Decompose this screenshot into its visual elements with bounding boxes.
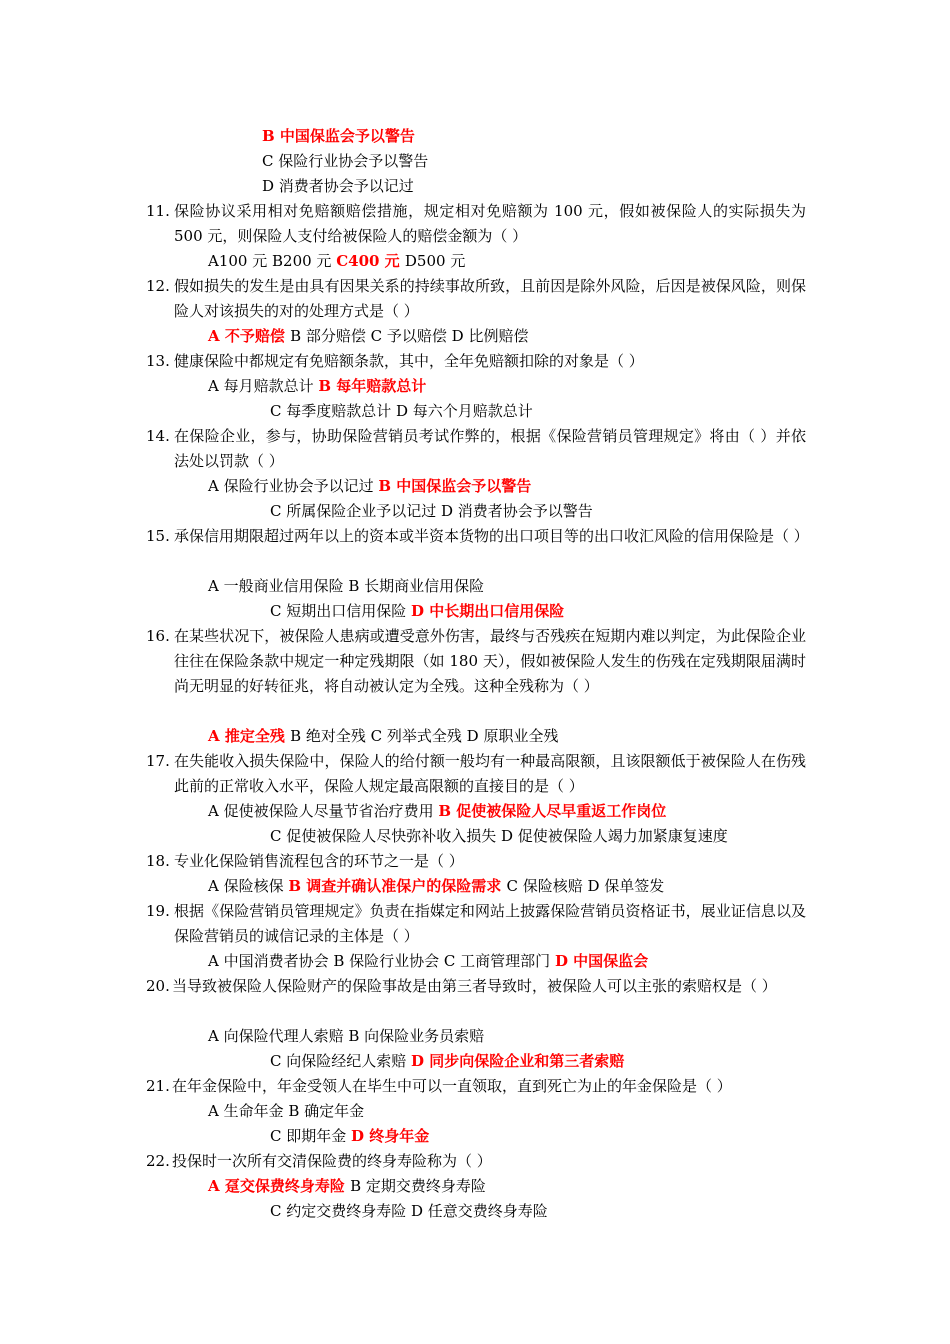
options-row xyxy=(208,376,426,396)
question-number: 12. xyxy=(146,277,170,295)
option-correct: D 同步向保险企业和第三者索赔 xyxy=(411,1052,625,1070)
option-correct: C400 元 xyxy=(336,252,405,270)
option: B 定期交费终身寿险 xyxy=(350,1177,486,1195)
option: B 绝对全残 C 列举式全残 D 原职业全残 xyxy=(290,727,559,745)
options-row xyxy=(208,476,531,496)
question-text: 根据《保险营销员管理规定》负责在指媒定和网站上披露保险营销员资格证书，展业证信息以及保险营销员的诚信记录的主体是（ ） xyxy=(174,902,806,945)
option: A 保险核保 xyxy=(208,877,289,895)
option-correct: D 中国保监会 xyxy=(554,952,649,970)
question-text: 承保信用期限超过两年以上的资本或半资本货物的出口项目等的出口收汇风险的信用保险是（ ） xyxy=(174,527,809,545)
options-row xyxy=(270,1126,429,1146)
question-22 xyxy=(146,1149,806,1174)
question-number: 18. xyxy=(146,852,170,870)
option-correct: A 推定全残 xyxy=(208,727,291,745)
question-text: 保险协议采用相对免赔额赔偿措施，规定相对免赔额为 100 元，假如被保险人的实际损失为 500 元，则保险人支付给被保险人的赔偿金额为（ ） xyxy=(174,202,806,245)
options-row xyxy=(208,876,664,896)
options-row xyxy=(270,1051,624,1071)
option: A 促使被保险人尽量节省治疗费用 xyxy=(208,802,439,820)
option: C 保险行业协会予以警告 xyxy=(262,152,429,170)
question-17 xyxy=(146,749,806,799)
question-number: 21. xyxy=(146,1077,170,1095)
options-row: A 向保险代理人索赔 B 向保险业务员索赔 xyxy=(208,1027,485,1045)
options-row xyxy=(208,1176,486,1196)
options-row xyxy=(208,251,465,271)
question-text: 当导致被保险人保险财产的保险事故是由第三者导致时，被保险人可以主张的索赔权是（ ） xyxy=(172,977,777,995)
options-row xyxy=(208,801,666,821)
question-text: 健康保险中都规定有免赔额条款，其中，全年免赔额扣除的对象是（ ） xyxy=(174,352,644,370)
question-text: 投保时一次所有交清保险费的终身寿险称为（ ） xyxy=(172,1152,492,1170)
question-text: 在某些状况下，被保险人患病或遭受意外伤害，最终与否残疾在短期内难以判定，为此保险企业往往在保险条款中规定一种定残期限（如 180 天），假如被保险人发生的伤残在定残期限届满时尚无明显的好转征兆，将自动被认定为全残。这种全残称为（ ） xyxy=(174,627,806,695)
question-number: 14. xyxy=(146,427,170,445)
options-row xyxy=(208,951,648,971)
question-13 xyxy=(146,349,806,374)
question-21 xyxy=(146,1074,806,1099)
option-correct: B 促使被保险人尽早重返工作岗位 xyxy=(438,802,667,820)
option-correct: D 中长期出口信用保险 xyxy=(411,602,565,620)
option-correct: D 终身年金 xyxy=(351,1127,430,1145)
options-row xyxy=(208,326,528,346)
question-number: 15. xyxy=(146,527,170,545)
question-12 xyxy=(146,274,806,324)
option: C 保险核赔 D 保单签发 xyxy=(506,877,665,895)
option: A 中国消费者协会 B 保险行业协会 C 工商管理部门 xyxy=(208,952,555,970)
question-text: 在年金保险中，年金受领人在毕生中可以一直领取，直到死亡为止的年金保险是（ ） xyxy=(172,1077,732,1095)
options-row: A 一般商业信用保险 B 长期商业信用保险 xyxy=(208,577,485,595)
options-row xyxy=(270,601,564,621)
question-number: 17. xyxy=(146,752,170,770)
question-text: 假如损失的发生是由具有因果关系的持续事故所致，且前因是除外风险，后因是被保风险，则保险人对该损失的对的处理方式是（ ） xyxy=(174,277,806,320)
question-14 xyxy=(146,424,806,474)
options-row: C 所属保险企业予以记过 D 消费者协会予以警告 xyxy=(270,502,593,520)
question-text: 在失能收入损失保险中，保险人的给付额一般均有一种最高限额，且该限额低于被保险人在伤残此前的正常收入水平，保险人规定最高限额的直接目的是（ ） xyxy=(174,752,806,795)
option-correct: B 中国保监会予以警告 xyxy=(262,127,415,145)
question-text: 专业化保险销售流程包含的环节之一是（ ） xyxy=(174,852,464,870)
option: A 每月赔款总计 xyxy=(208,377,319,395)
question-18 xyxy=(146,849,806,874)
question-19 xyxy=(146,899,806,949)
option: A100 元 B200 元 xyxy=(208,252,337,270)
option-correct: A 不予赔偿 xyxy=(208,327,291,345)
options-row: C 促使被保险人尽快弥补收入损失 D 促使被保险人竭力加紧康复速度 xyxy=(270,827,728,845)
option-correct: B 调查并确认准保户的保险需求 xyxy=(288,877,507,895)
option: D500 元 xyxy=(404,252,466,270)
option-correct: B 中国保监会予以警告 xyxy=(378,477,532,495)
question-number: 13. xyxy=(146,352,170,370)
option: C 即期年金 xyxy=(270,1127,352,1145)
options-row: C 每季度赔款总计 D 每六个月赔款总计 xyxy=(270,402,533,420)
option-correct: A 趸交保费终身寿险 xyxy=(208,1177,351,1195)
question-11 xyxy=(146,199,806,249)
question-number: 11. xyxy=(146,202,170,220)
options-row xyxy=(208,726,558,746)
option-correct: B 每年赔款总计 xyxy=(318,377,427,395)
option: C 向保险经纪人索赔 xyxy=(270,1052,412,1070)
question-number: 22. xyxy=(146,1152,170,1170)
option: A 保险行业协会予以记过 xyxy=(208,477,379,495)
question-16 xyxy=(146,624,806,699)
options-row: A 生命年金 B 确定年金 xyxy=(208,1102,365,1120)
question-number: 19. xyxy=(146,902,170,920)
question-number: 20. xyxy=(146,977,170,995)
question-15 xyxy=(146,524,809,549)
question-text: 在保险企业，参与，协助保险营销员考试作弊的，根据《保险营销员管理规定》将由（ ）并依法处以罚款（ ） xyxy=(174,427,806,470)
option: C 短期出口信用保险 xyxy=(270,602,412,620)
option: D 消费者协会予以记过 xyxy=(262,177,414,195)
question-number: 16. xyxy=(146,627,170,645)
option: B 部分赔偿 C 予以赔偿 D 比例赔偿 xyxy=(290,327,529,345)
question-20 xyxy=(146,974,806,999)
options-row: C 约定交费终身寿险 D 任意交费终身寿险 xyxy=(270,1202,548,1220)
